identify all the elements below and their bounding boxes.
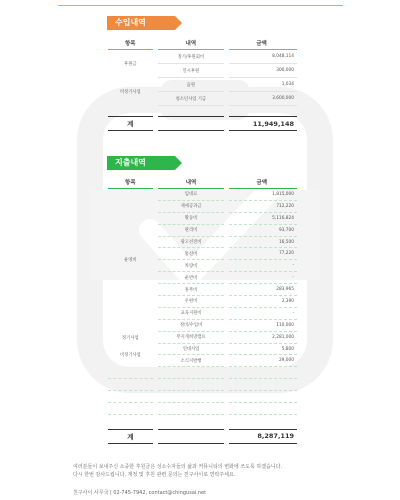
income-header-item: 내역 [158, 37, 225, 50]
expense-amount: 110,000 [229, 320, 297, 332]
expense-amount: 93,700 [229, 225, 297, 237]
expense-item: 광고선전비 [158, 237, 225, 249]
income-header-category: 항목 [108, 37, 153, 50]
expense-item: 통신비 [158, 248, 225, 260]
income-amount: 1,034 [229, 78, 297, 92]
expense-item: 활동비 [158, 213, 225, 225]
income-total-label: 계 [108, 116, 153, 131]
income-item: 청소년사업 기금 [158, 92, 225, 106]
empty-row [108, 379, 297, 391]
income-total-amount: 11,949,148 [229, 116, 297, 131]
expense-category: 비정기사업 [119, 353, 141, 359]
expense-item: 우편비 [158, 296, 225, 308]
income-item: 정기/후원회비 [158, 50, 225, 64]
income-header-amount: 금액 [229, 37, 297, 50]
income-category: 후원금 [124, 62, 137, 67]
empty-row [108, 403, 297, 415]
empty-row [108, 391, 297, 403]
expense-item: 연대사업 [158, 344, 225, 356]
table-row [108, 344, 297, 356]
expense-item: 차량비 [158, 260, 225, 272]
expense-section-title: 지출내역 [107, 156, 175, 170]
expense-amount: 1,815,000 [229, 189, 297, 201]
expense-amount: 2,281,000 [229, 332, 297, 344]
footer-note [73, 463, 373, 479]
expense-amount: 283,965 [229, 284, 297, 296]
income-amount: 8,048,114 [229, 50, 297, 64]
empty-row [108, 367, 297, 379]
table-row [108, 189, 297, 201]
expense-table [103, 176, 302, 444]
expense-item: 홍무비 [158, 284, 225, 296]
income-item: 음원 [158, 78, 225, 92]
expense-item: 운반비 [158, 272, 225, 284]
expense-total-label: 계 [108, 429, 153, 444]
expense-amount: 712,220 [229, 201, 297, 213]
expense-amount: 5,116,824 [229, 213, 297, 225]
income-amount: 300,000 [229, 64, 297, 78]
expense-amount: 29,000 [229, 355, 297, 367]
table-row [108, 78, 297, 92]
income-section-title: 수입내역 [107, 16, 175, 30]
expense-amount: - [229, 260, 297, 272]
expense-header-row [108, 176, 297, 189]
expense-item: 교육지원비 [158, 308, 225, 320]
income-item: 일시후원 [158, 64, 225, 78]
footer-note-line1: 여러분들이 보내주신 소중한 후원금은 성소수자들의 삶과 커뮤니티의 변화에 쓰도록 하겠습니다. [73, 464, 283, 470]
income-category: 비정기사업 [119, 90, 141, 95]
expense-amount: 5,800 [229, 344, 297, 356]
expense-category: 운영비 [124, 258, 137, 264]
expense-total-amount: 8,287,119 [229, 429, 297, 444]
table-row [108, 50, 297, 64]
income-total-row [108, 116, 297, 131]
expense-total-row [108, 429, 297, 444]
footer-contact: 친구사이 사무국 | 02-745-7942, contact@chingusai.net [73, 490, 207, 496]
expense-item: 제세공과금 [158, 201, 225, 213]
income-header-row [108, 37, 297, 50]
expense-header-item: 내역 [158, 176, 225, 189]
expense-item: 임대료 [158, 189, 225, 201]
expense-amount: - [229, 272, 297, 284]
income-amount: 3,600,000 [229, 92, 297, 106]
expense-amount: 16,500 [229, 237, 297, 249]
expense-header-category: 항목 [108, 176, 153, 189]
top-rule [58, 5, 343, 6]
expense-category: 정기사업 [122, 335, 139, 341]
expense-item: 관리비 [158, 225, 225, 237]
expense-amount: - [229, 308, 297, 320]
table-row [108, 332, 297, 344]
expense-amount: 77,220 [229, 248, 297, 260]
footer-note-line2: 다시 한번 감사드립니다. 재정 및 후원 관련 문의는 친구사이로 연락주세요. [73, 472, 236, 478]
expense-header-amount: 금액 [229, 176, 297, 189]
expense-item: 무지개희망캠프 [158, 332, 225, 344]
expense-item: 정비/수입비 [158, 320, 225, 332]
expense-amount: 2,390 [229, 296, 297, 308]
income-table [103, 37, 302, 131]
expense-item: 소식지발행 [158, 355, 225, 367]
